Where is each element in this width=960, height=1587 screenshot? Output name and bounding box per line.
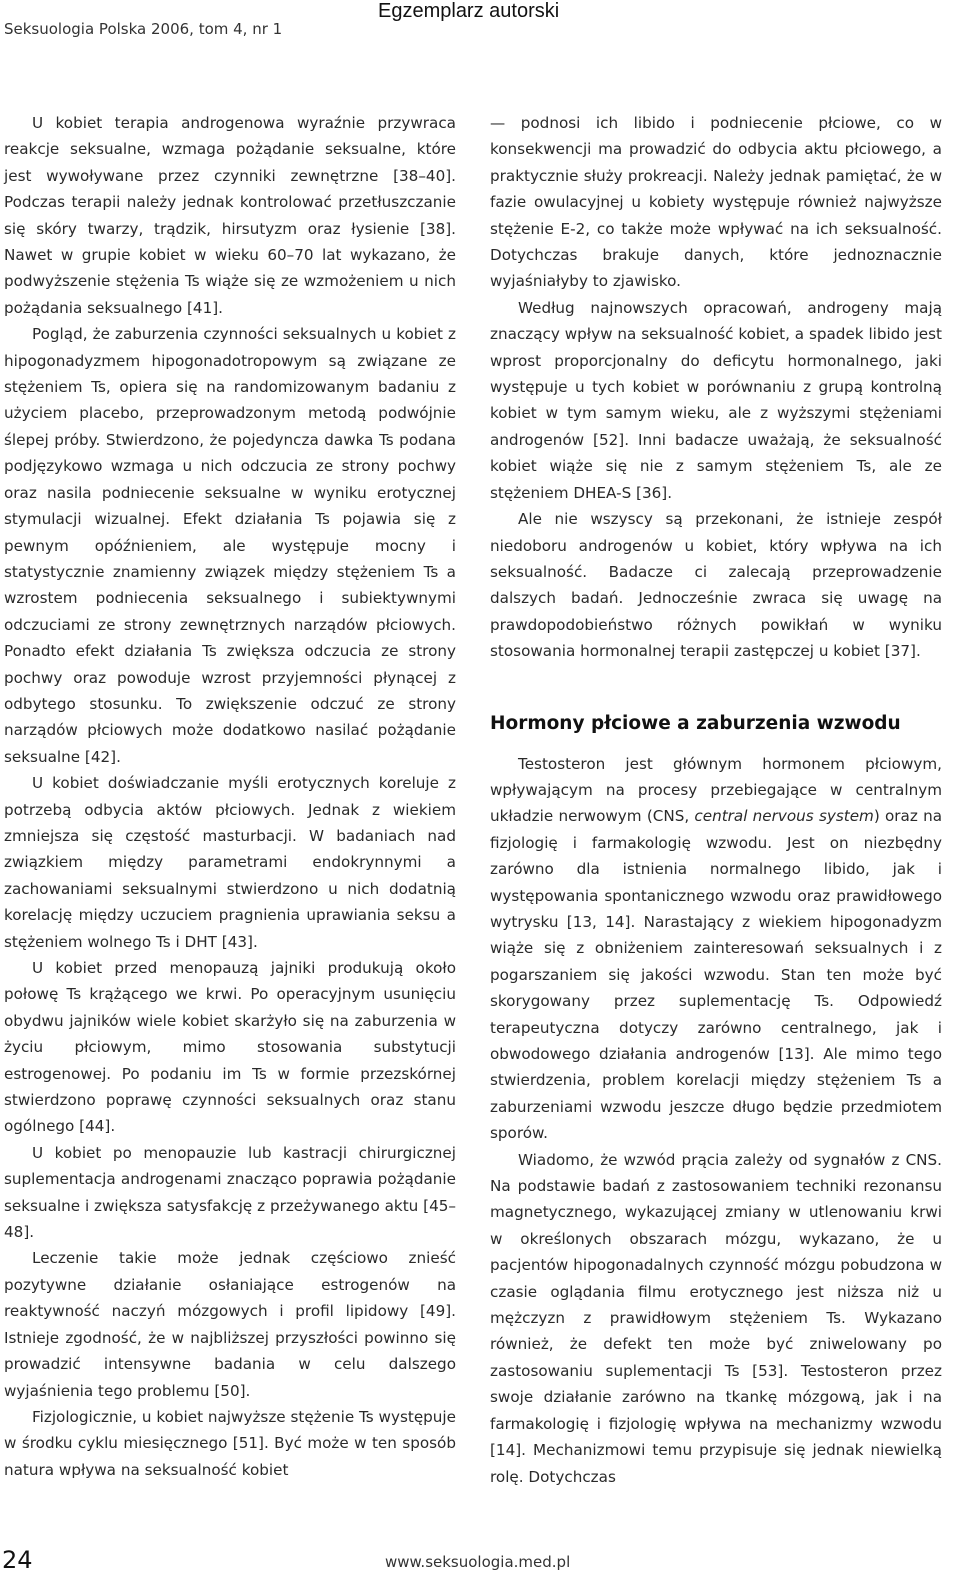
paragraph: Pogląd, że zaburzenia czynności seksualnych u kobiet z hipogonadyzmem hipogonadotropowym są związane ze stężeniem Ts, opiera się na randomizowanym badaniu z użyciem placebo, przeprowadzonym metodą podwójnie ślepej próby. Stwierdzono, że pojedyncza dawka Ts podana podjęzykowo wzmaga u nich odczucia ze strony pochwy oraz nasila podniecenie seksualne w wyniku erotycznej stymulacji wizualnej. Efekt działania Ts pojawia się z pewnym opóźnieniem, ale występuje mocny i statystycznie znamienny związek między stężeniem Ts a wzrostem podniecenia seksualnego i subiektywnymi odczuciami ze strony zewnętrznych narządów płciowych. Ponadto efekt działania Ts zwiększa odczucia ze strony pochwy oraz powoduje wzrost przyjemności płynącej z odbytego stosunku. To zwiększenie odczuć ze strony narządów płciowych może dodatkowo nasilać pożądanie seksualne [42]. [4,325,456,766]
right-column [490,110,942,1490]
paragraph: — podnosi ich libido i podniecenie płciowe, co w konsekwencji ma prowadzić do odbycia aktu płciowego, a praktycznie służy prokreacji. Należy jednak pamiętać, że w fazie owulacyjnej u kobiety występuje również najwyższe stężenie E-2, co także może wpływać na ich seksualność. Dotychczas brakuje danych, które jednoznacznie wyjaśniałyby to zjawisko. [490,114,942,291]
paragraph-text: ) oraz na fizjologię i farmakologię wzwodu. Jest on niezbędny zarówno dla istnienia normalnego libido, jak i występowania spontanicznego wzwodu oraz prawidłowego wytrysku [13, 14]. Narastający z wiekiem hipogonadyzm wiąże się z obniżeniem zainteresowań seksualnych i z pogarszaniem się jakości wzwodu. Stan ten może być skorygowany przez suplementację Ts. Odpowiedź terapeutyczna dotyczy zarówno centralnego, jak i obwodowego działania androgenów [13]. Ale mimo tego stwierdzenia, problem korelacji między stężeniem Ts a zaburzeniami wzwodu jeszcze długo będzie przedmiotem sporów. [490,807,942,1143]
section-heading: Hormony płciowe a zaburzenia wzwodu [490,712,901,734]
paragraph: U kobiet doświadczanie myśli erotycznych koreluje z potrzebą odbycia aktów płciowych. Jednak z wiekiem zmniejsza się częstość masturbacji. W badaniach nad związkiem między parametrami endokrynnymi a zachowaniami seksualnymi stwierdzono u nich dodatnią korelację między uczuciem pragnienia uprawiania seksu a stężeniem wolnego Ts i DHT [43]. [4,774,456,951]
paragraph-emphasis: central nervous system [694,807,874,826]
paragraph [490,751,942,1147]
paragraph-text: Testosteron jest głównym hormonem płciowym, wpływającym na procesy przebiegające w centralnym układzie nerwowym (CNS, [490,754,942,826]
paragraph: Wiadomo, że wzwód prącia zależy od sygnałów z CNS. Na podstawie badań z zastosowaniem techniki rezonansu magnetycznego, wykazującej zmiany w utlenowaniu krwi w określonych obszarach mózgu, wykazano, że u pacjentów hipogonadalnych czynność mózgu pobudzona w czasie oglądania filmu erotycznego jest niższa niż u mężczyzn z prawidłowym stężeniem Ts. Wykazano również, że defekt ten może być zniwelowany po zastosowaniu suplementacji Ts [53]. Testosteron przez swoje działanie zarówno na tkankę mózgową, jak i na farmakologię i fizjologię wpływa na mechanizmy wzwodu [14]. Mechanizmowi temu przypisuje się jednak niewielką rolę. Dotychczas [490,1150,942,1486]
paragraph: Fizjologicznie, u kobiet najwyższe stężenie Ts występuje w środku cyklu miesięcznego [51]. Być może w ten sposób natura wpływa na seksualność kobiet [4,1407,456,1479]
journal-citation: Seksuologia Polska 2006, tom 4, nr 1 [4,20,283,38]
paragraph: Według najnowszych opracowań, androgeny mają znaczący wpływ na seksualność kobiet, a spadek libido jest wprost proporcjonalny do deficytu hormonalnego, jaki występuje u tych kobiet w porównaniu z grupą kontrolną kobiet w tym samym wieku, ale z wyższymi stężeniami androgenów [52]. Inni badacze uważają, że seksualność kobiet wiąże się nie z samym stężeniem Ts, ale ze stężeniem DHEA-S [36]. [490,298,942,502]
website-url: www.seksuologia.med.pl [385,1553,571,1571]
paragraph: U kobiet terapia androgenowa wyraźnie przywraca reakcje seksualne, wzmaga pożądanie seksualne, które jest wywoływane przez czynniki zewnętrzne [38–40]. Podczas terapii należy jednak kontrolować przetłuszczanie się skóry twarzy, trądzik, hirsutyzm oraz łysienie [38]. Nawet w grupie kobiet w wieku 60–70 lat wykazano, że podwyższenie stężenia Ts wiąże się ze wzmożeniem u nich pożądania seksualnego [41]. [4,114,456,317]
paragraph: Ale nie wszyscy są przekonani, że istnieje zespół niedoboru androgenów u kobiet, który wpływa na ich seksualność. Badacze ci zalecają przeprowadzenie dalszych badań. Jednocześnie zwraca się uwagę na prawdopodobieństwo różnych powikłań w wyniku stosowania hormonalnej terapii zastępczej u kobiet [37]. [490,510,942,661]
paragraph: U kobiet po menopauzie lub kastracji chirurgicznej suplementacja androgenami znacząco poprawia pożądanie seksualne i zwiększa satysfakcję z przeżywanego aktu [45–48]. [4,1143,456,1242]
author-copy-label: Egzemplarz autorski [378,0,560,22]
left-column [4,110,456,1483]
page-number: 24 [2,1546,33,1574]
paragraph: Leczenie takie może jednak częściowo znieść pozytywne działanie osłaniające estrogenów na reaktywność naczyń mózgowych i profil lipidowy [49]. Istnieje zgodność, że w najbliższej przyszłości powinno się prowadzić intensywne badania w celu dalszego wyjaśnienia tego problemu [50]. [4,1249,456,1400]
paragraph: U kobiet przed menopauzą jajniki produkują około połowę Ts krążącego we krwi. Po operacyjnym usunięciu obydwu jajników wiele kobiet skarżyło się na zaburzenia w życiu płciowym, mimo stosowania substytucji estrogenowej. Po podaniu im Ts w formie przezskórnej stwierdzono poprawę czynności seksualnych oraz stanu ogólnego [44]. [4,959,456,1136]
